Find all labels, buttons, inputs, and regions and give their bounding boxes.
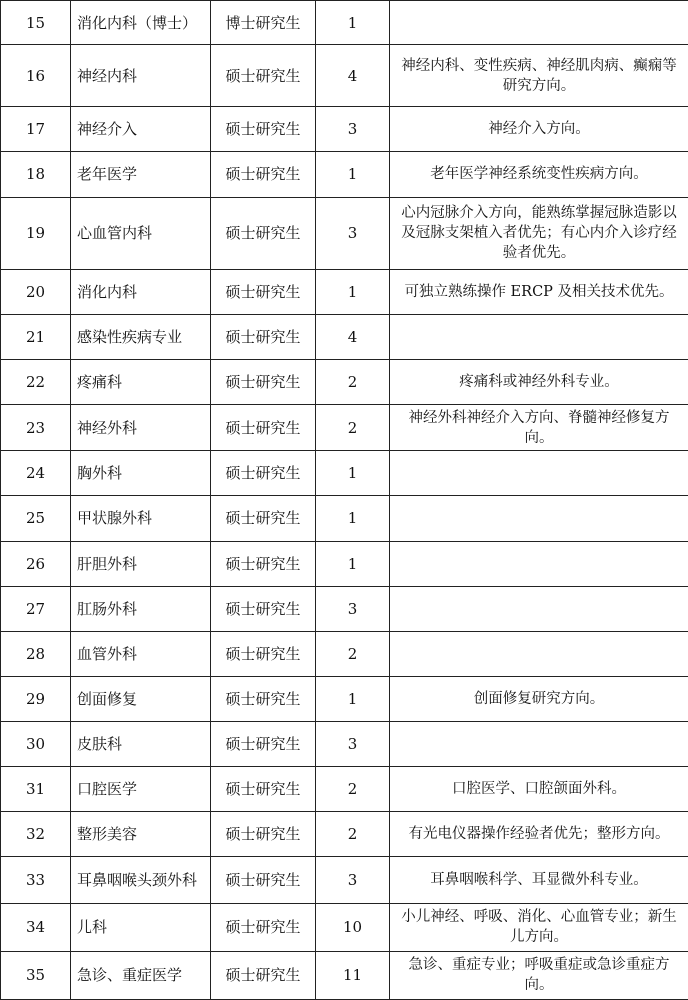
department: 疼痛科	[71, 360, 211, 405]
remarks: 神经内科、变性疾病、神经肌肉病、癫痫等研究方向。	[390, 45, 688, 107]
remarks: 有光电仪器操作经验者优先；整形方向。	[390, 812, 688, 857]
department: 创面修复	[71, 676, 211, 721]
table-row	[1, 676, 688, 721]
table-row	[1, 857, 688, 903]
row-number: 32	[1, 812, 71, 857]
remarks: 神经外科神经介入方向、脊髓神经修复方向。	[390, 405, 688, 451]
row-number: 33	[1, 857, 71, 903]
headcount: 1	[316, 676, 390, 721]
table-row	[1, 107, 688, 152]
table-row	[1, 722, 688, 767]
table-row	[1, 951, 688, 999]
department: 胸外科	[71, 451, 211, 496]
department: 血管外科	[71, 631, 211, 676]
department: 消化内科（博士）	[71, 1, 211, 45]
department: 急诊、重症医学	[71, 951, 211, 999]
headcount: 3	[316, 586, 390, 631]
degree-requirement: 硕士研究生	[211, 676, 316, 721]
table-row	[1, 586, 688, 631]
degree-requirement: 硕士研究生	[211, 541, 316, 586]
department: 老年医学	[71, 152, 211, 197]
degree-requirement: 硕士研究生	[211, 586, 316, 631]
degree-requirement: 硕士研究生	[211, 314, 316, 359]
remarks: 小儿神经、呼吸、消化、心血管专业；新生儿方向。	[390, 903, 688, 951]
degree-requirement: 硕士研究生	[211, 405, 316, 451]
headcount: 3	[316, 857, 390, 903]
department: 神经外科	[71, 405, 211, 451]
degree-requirement: 硕士研究生	[211, 152, 316, 197]
row-number: 29	[1, 676, 71, 721]
department: 耳鼻咽喉头颈外科	[71, 857, 211, 903]
row-number: 20	[1, 269, 71, 314]
remarks: 心内冠脉介入方向，能熟练掌握冠脉造影以及冠脉支架植入者优先；有心内介入诊疗经验者优先。	[390, 197, 688, 269]
remarks: 口腔医学、口腔颌面外科。	[390, 767, 688, 812]
headcount: 1	[316, 1, 390, 45]
row-number: 30	[1, 722, 71, 767]
row-number: 17	[1, 107, 71, 152]
table-row	[1, 314, 688, 359]
row-number: 34	[1, 903, 71, 951]
row-number: 16	[1, 45, 71, 107]
remarks	[390, 722, 688, 767]
table-row	[1, 903, 688, 951]
remarks	[390, 586, 688, 631]
remarks	[390, 1, 688, 45]
headcount: 2	[316, 767, 390, 812]
degree-requirement: 硕士研究生	[211, 45, 316, 107]
headcount: 11	[316, 951, 390, 999]
table-row	[1, 496, 688, 541]
table-row	[1, 541, 688, 586]
table-row	[1, 767, 688, 812]
department: 儿科	[71, 903, 211, 951]
headcount: 1	[316, 496, 390, 541]
row-number: 22	[1, 360, 71, 405]
department: 肝胆外科	[71, 541, 211, 586]
row-number: 18	[1, 152, 71, 197]
department: 神经介入	[71, 107, 211, 152]
degree-requirement: 硕士研究生	[211, 722, 316, 767]
degree-requirement: 硕士研究生	[211, 812, 316, 857]
headcount: 4	[316, 314, 390, 359]
department: 肛肠外科	[71, 586, 211, 631]
degree-requirement: 硕士研究生	[211, 496, 316, 541]
headcount: 3	[316, 722, 390, 767]
remarks: 可独立熟练操作 ERCP 及相关技术优先。	[390, 269, 688, 314]
table-row	[1, 451, 688, 496]
row-number: 28	[1, 631, 71, 676]
table-row	[1, 631, 688, 676]
headcount: 2	[316, 360, 390, 405]
headcount: 4	[316, 45, 390, 107]
department: 整形美容	[71, 812, 211, 857]
table-row	[1, 1, 688, 45]
degree-requirement: 硕士研究生	[211, 360, 316, 405]
department: 甲状腺外科	[71, 496, 211, 541]
headcount: 3	[316, 197, 390, 269]
remarks	[390, 496, 688, 541]
table-row	[1, 45, 688, 107]
remarks: 疼痛科或神经外科专业。	[390, 360, 688, 405]
department: 感染性疾病专业	[71, 314, 211, 359]
headcount: 3	[316, 107, 390, 152]
headcount: 2	[316, 631, 390, 676]
headcount: 1	[316, 451, 390, 496]
headcount: 10	[316, 903, 390, 951]
remarks: 神经介入方向。	[390, 107, 688, 152]
remarks	[390, 451, 688, 496]
remarks	[390, 631, 688, 676]
remarks: 急诊、重症专业；呼吸重症或急诊重症方向。	[390, 951, 688, 999]
row-number: 25	[1, 496, 71, 541]
degree-requirement: 硕士研究生	[211, 197, 316, 269]
row-number: 15	[1, 1, 71, 45]
department: 口腔医学	[71, 767, 211, 812]
headcount: 2	[316, 405, 390, 451]
degree-requirement: 硕士研究生	[211, 451, 316, 496]
department: 神经内科	[71, 45, 211, 107]
row-number: 31	[1, 767, 71, 812]
table-row	[1, 405, 688, 451]
remarks	[390, 541, 688, 586]
row-number: 26	[1, 541, 71, 586]
headcount: 1	[316, 541, 390, 586]
remarks: 耳鼻咽喉科学、耳显微外科专业。	[390, 857, 688, 903]
degree-requirement: 硕士研究生	[211, 857, 316, 903]
row-number: 21	[1, 314, 71, 359]
degree-requirement: 硕士研究生	[211, 951, 316, 999]
remarks	[390, 314, 688, 359]
table-row	[1, 197, 688, 269]
degree-requirement: 硕士研究生	[211, 903, 316, 951]
row-number: 35	[1, 951, 71, 999]
degree-requirement: 硕士研究生	[211, 767, 316, 812]
row-number: 27	[1, 586, 71, 631]
degree-requirement: 硕士研究生	[211, 107, 316, 152]
row-number: 19	[1, 197, 71, 269]
department: 皮肤科	[71, 722, 211, 767]
degree-requirement: 博士研究生	[211, 1, 316, 45]
table-row	[1, 360, 688, 405]
degree-requirement: 硕士研究生	[211, 269, 316, 314]
department: 心血管内科	[71, 197, 211, 269]
degree-requirement: 硕士研究生	[211, 631, 316, 676]
headcount: 1	[316, 269, 390, 314]
department: 消化内科	[71, 269, 211, 314]
remarks: 创面修复研究方向。	[390, 676, 688, 721]
headcount: 2	[316, 812, 390, 857]
table-row	[1, 269, 688, 314]
headcount: 1	[316, 152, 390, 197]
row-number: 24	[1, 451, 71, 496]
remarks: 老年医学神经系统变性疾病方向。	[390, 152, 688, 197]
row-number: 23	[1, 405, 71, 451]
table-row	[1, 812, 688, 857]
table-row	[1, 152, 688, 197]
